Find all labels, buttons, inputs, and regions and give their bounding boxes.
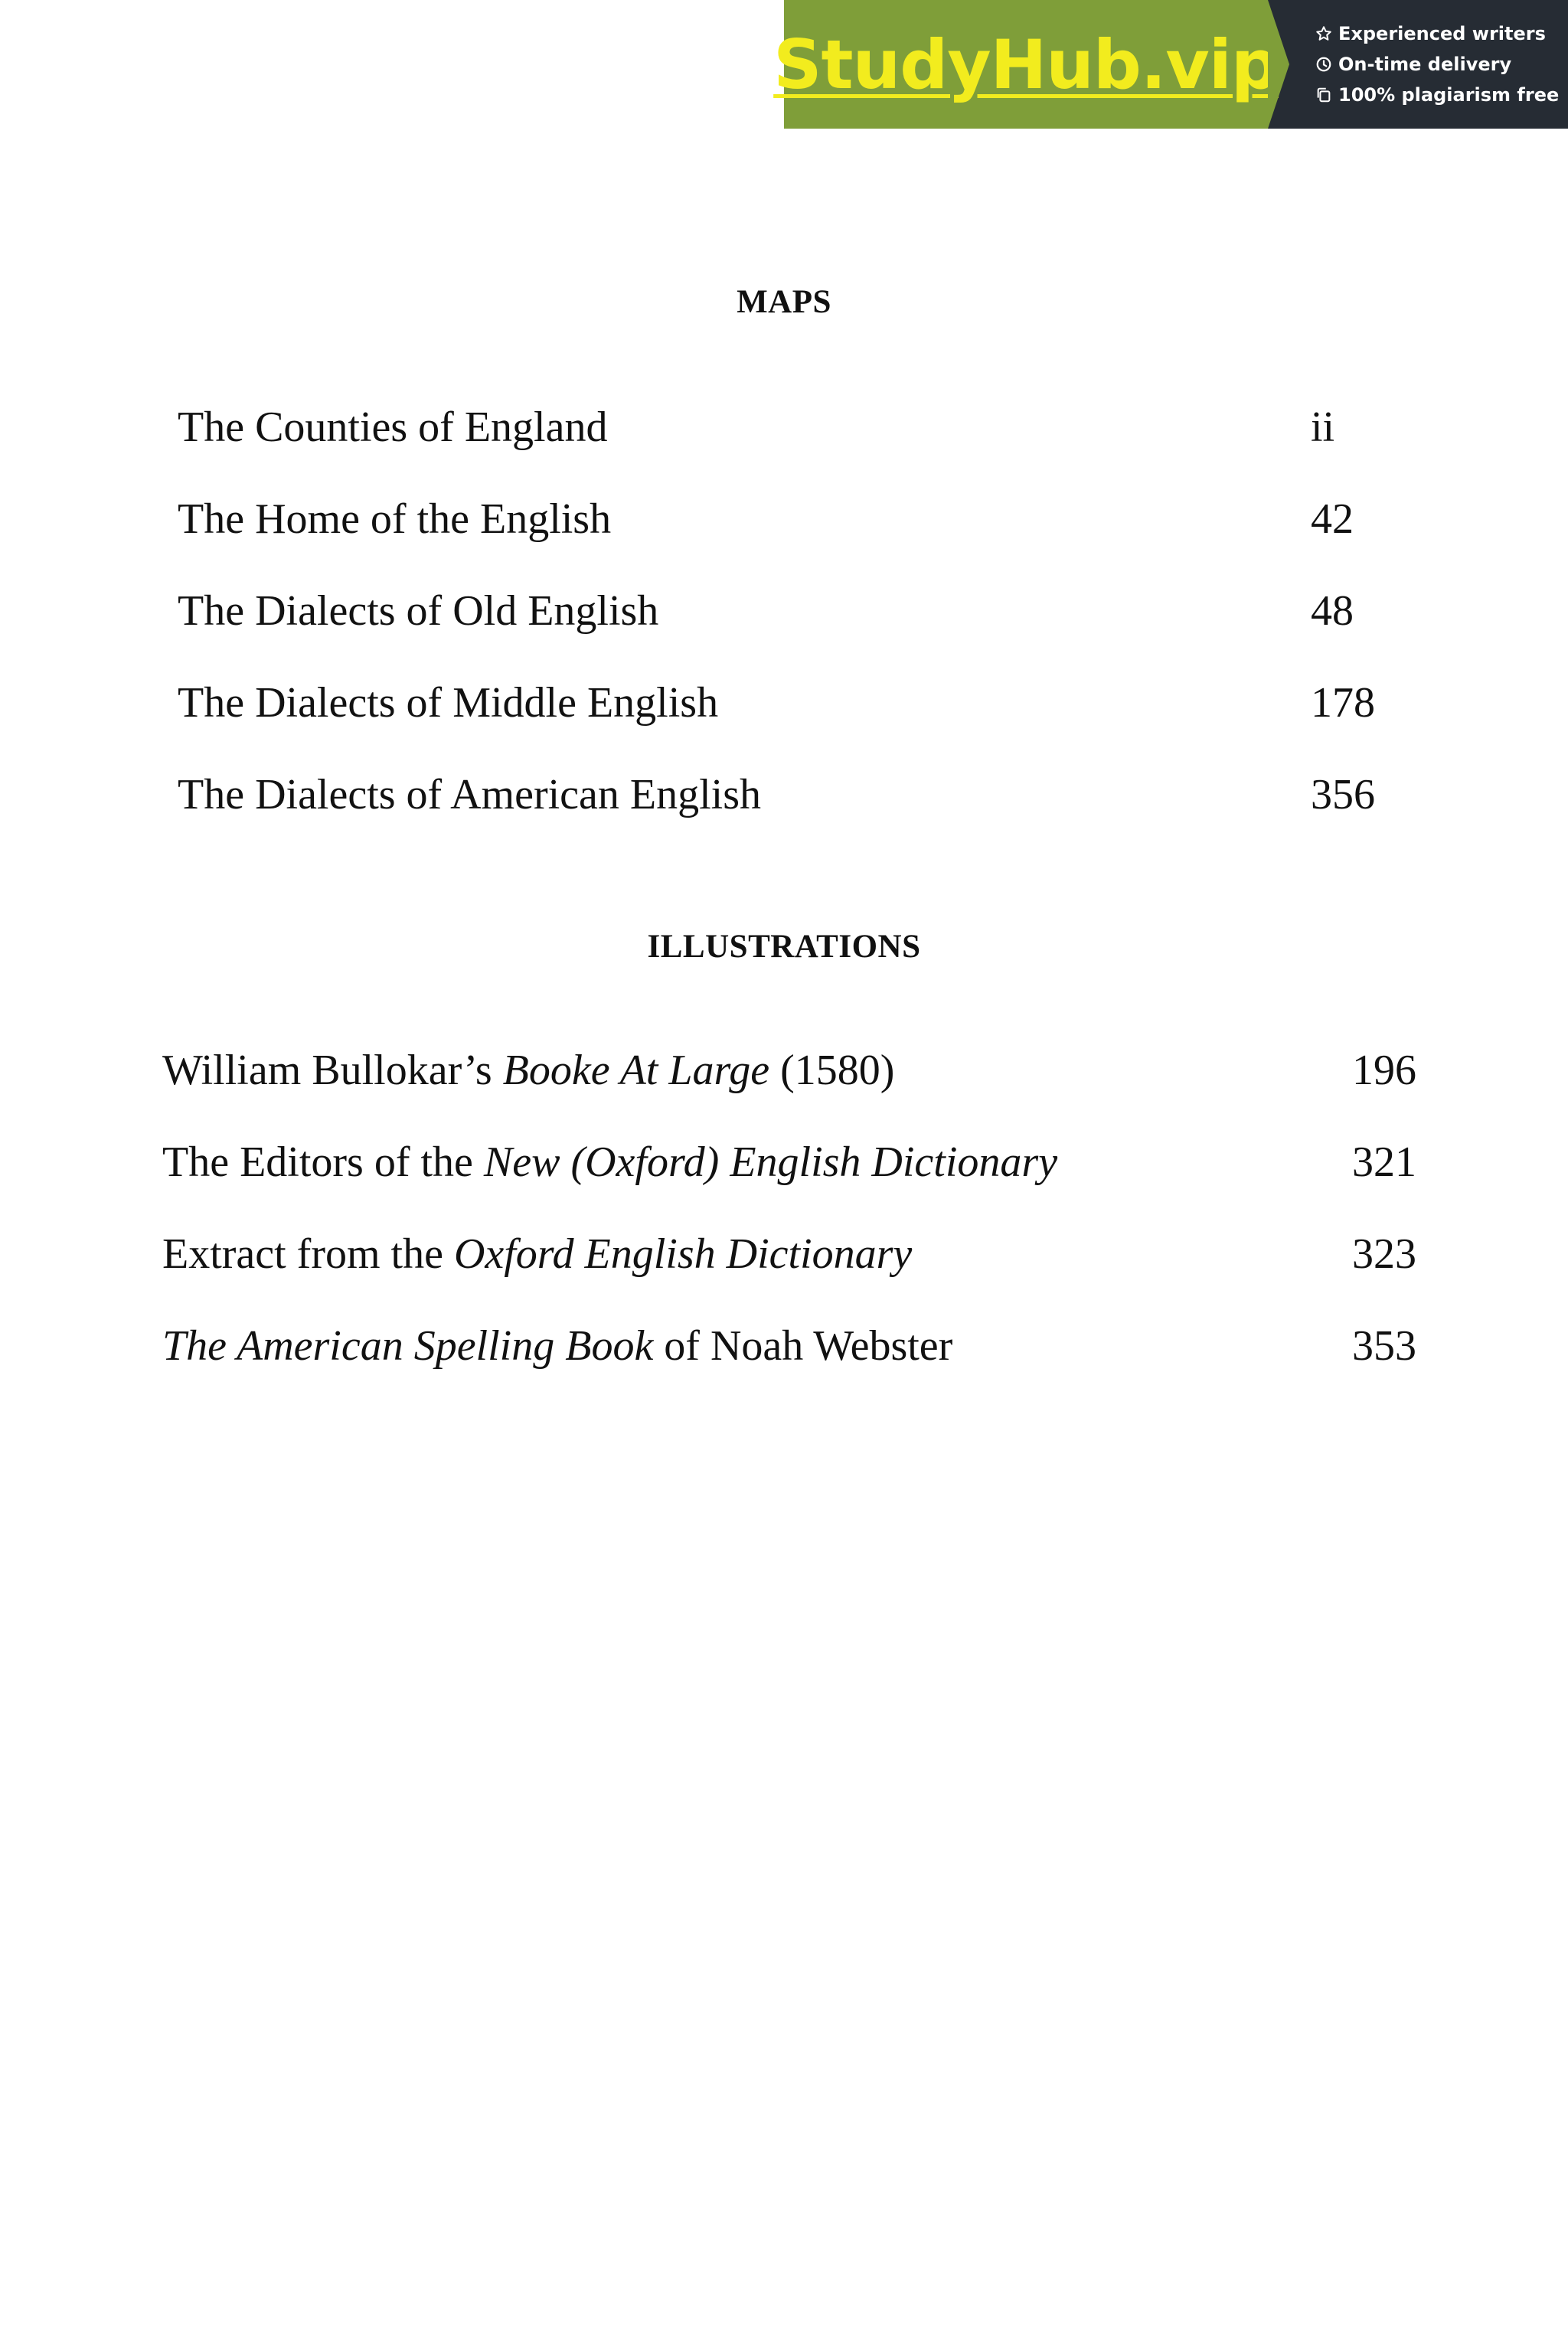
feature-label: On-time delivery [1338,54,1512,75]
illustration-entry-page: 353 [1352,1322,1416,1370]
title-text: of Noah Webster [653,1322,953,1370]
illustration-entry-page: 323 [1352,1230,1416,1278]
illustration-entry-page: 196 [1352,1047,1416,1094]
feature-label: Experienced writers [1338,23,1546,44]
map-entry-page: ii [1311,403,1335,451]
italic-title: The American Spelling Book [162,1322,654,1370]
title-text: William Bullokar’s [162,1047,503,1094]
illustration-entry-title [162,1321,952,1370]
map-entry-page: 356 [1311,771,1375,818]
illustration-entry-title [162,1138,1057,1187]
brand-panel[interactable] [773,0,1279,129]
clock-icon [1315,56,1332,73]
illustration-entry-title [162,1230,912,1279]
feature-label: 100% plagiarism free [1338,84,1560,106]
feature-plagiarism-free [1315,83,1568,106]
map-entry-page: 48 [1311,587,1354,635]
maps-heading: MAPS [737,284,831,320]
map-entry-title: The Dialects of Old English [178,587,659,635]
map-entry-page: 42 [1311,495,1354,543]
map-entry-title: The Dialects of Middle English [178,679,719,727]
italic-title: Oxford English Dictionary [453,1230,913,1278]
brand-logo-text[interactable]: StudyHub.vip [773,24,1279,104]
map-entry-title: The Home of the English [178,495,612,543]
title-text: (1580) [769,1047,895,1094]
italic-title: New (Oxford) English Dictionary [483,1138,1058,1186]
studyhub-banner[interactable] [773,0,1568,129]
title-text: The Editors of the [162,1138,484,1186]
illustration-entry-page: 321 [1352,1138,1416,1186]
map-entry-title: The Dialects of American English [178,771,761,818]
star-outline-icon [1315,25,1332,42]
copy-icon [1315,87,1332,103]
feature-list [1268,0,1568,129]
italic-title: Booke At Large [502,1047,770,1094]
illustrations-heading: ILLUSTRATIONS [647,929,921,965]
feature-on-time-delivery [1315,53,1568,76]
map-entry-page: 178 [1311,679,1375,727]
map-entry-title: The Counties of England [178,403,608,451]
illustration-entry-title [162,1046,894,1095]
feature-experienced-writers [1315,22,1568,45]
title-text: Extract from the [162,1230,454,1278]
